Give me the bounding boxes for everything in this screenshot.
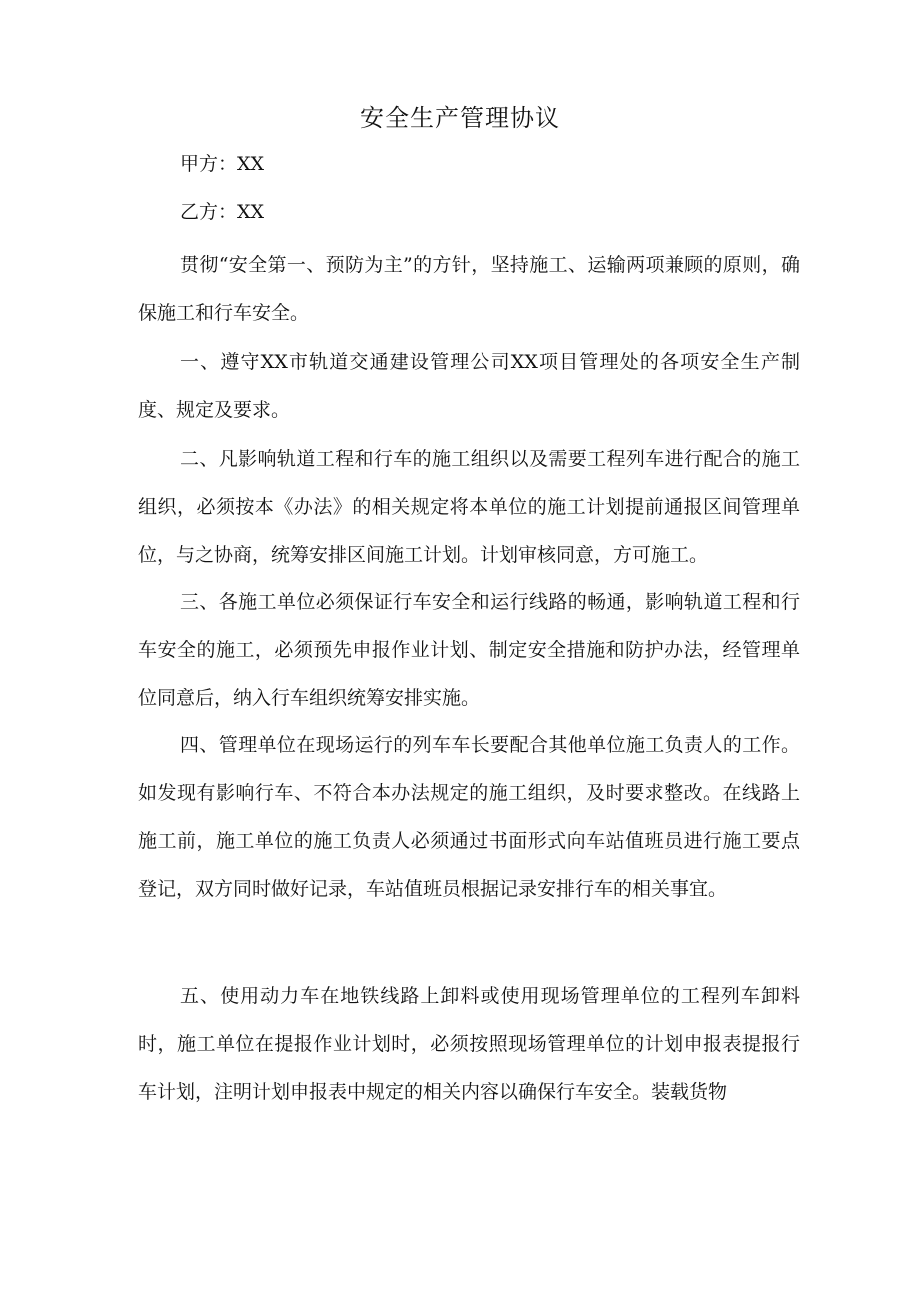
party-a: 甲方：XX [180, 153, 265, 175]
paragraph-clause-2: 二、凡影响轨道工程和行车的施工组织以及需要工程列车进行配合的施工组织，必须按本《办法》的相关规定将本单位的施工计划提前通报区间管理单位，与之协商，统筹安排区间施工计划。计划审核同意，方可施工。 [138, 448, 800, 566]
paragraph-clause-4: 四、管理单位在现场运行的列车车长要配合其他单位施工负责人的工作。如发现有影响行车、不符合本办法规定的施工组织，及时要求整改。在线路上施工前，施工单位的施工负责人必须通过书面形式向车站值班员进行施工要点登记，双方同时做好记录，车站值班员根据记录安排行车的相关事宜。 [138, 734, 800, 900]
party-b: 乙方：XX [180, 201, 265, 223]
paragraph-clause-5: 五、使用动力车在地铁线路上卸料或使用现场管理单位的工程列车卸料时，施工单位在提报作业计划时，必须按照现场管理单位的计划申报表提报行车计划，注明计划申报表中规定的相关内容以确保行车安全。装载货物 [138, 985, 800, 1103]
paragraph-clause-3: 三、各施工单位必须保证行车安全和运行线路的畅通，影响轨道工程和行车安全的施工，必须预先申报作业计划、制定安全措施和防护办法，经管理单位同意后，纳入行车组织统筹安排实施。 [138, 591, 800, 709]
document-title: 安全生产管理协议 [360, 104, 560, 132]
paragraph-preamble: 贯彻“安全第一、预防为主”的方针，坚持施工、运输两项兼顾的原则，确保施工和行车安全。 [138, 254, 800, 324]
paragraph-clause-1: 一、遵守XX市轨道交通建设管理公司XX项目管理处的各项安全生产制度、规定及要求。 [138, 351, 800, 421]
